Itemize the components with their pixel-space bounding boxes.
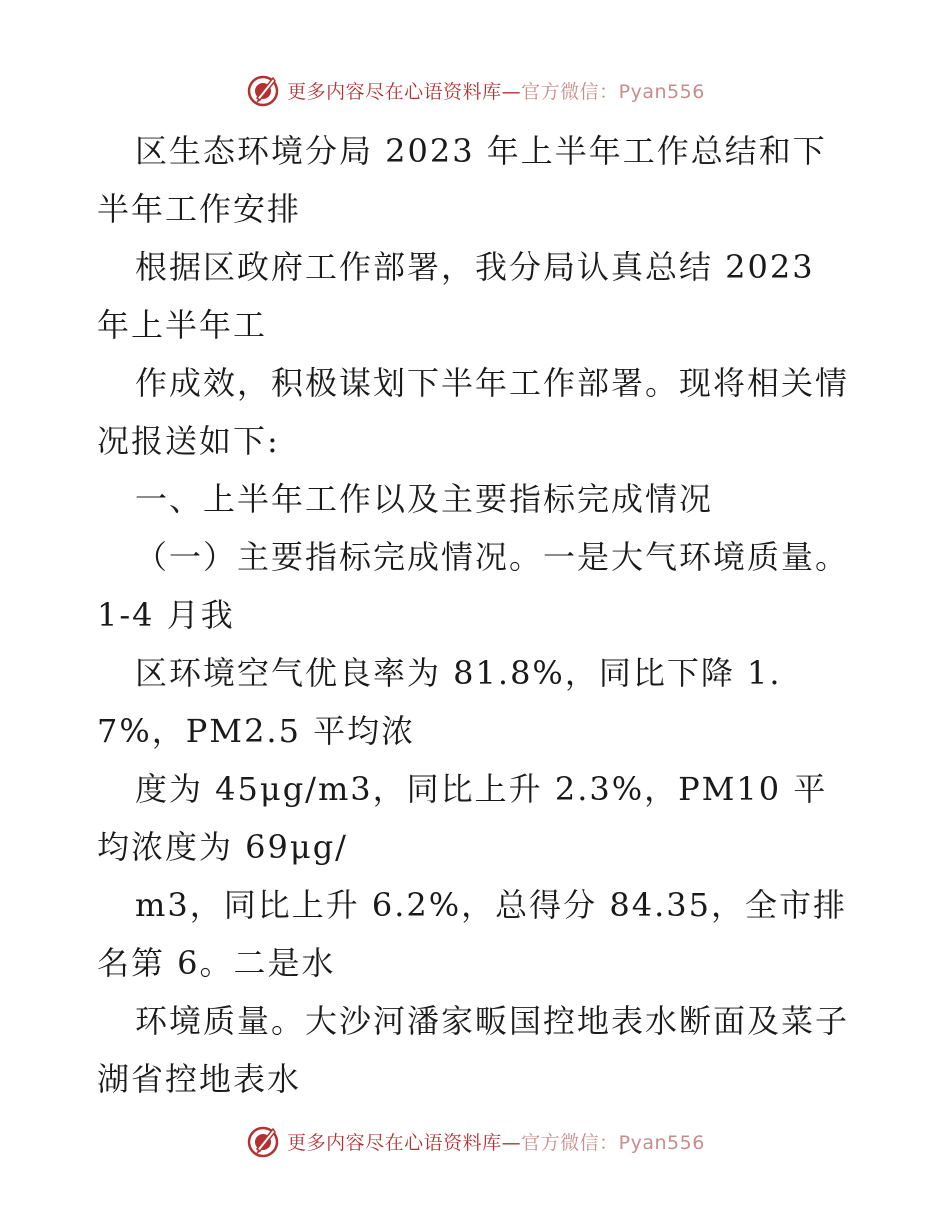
watermark-wechat-text: 官方微信：Pyan556 (521, 1131, 705, 1154)
document-body (97, 122, 857, 1108)
paragraph: 环境质量。大沙河潘家畈国控地表水断面及菜子湖省控地表水 (97, 1002, 850, 1098)
watermark-site-text: 更多内容尽在心语资料库— (287, 80, 522, 103)
paragraph: m3，同比上升 6.2%，总得分 84.35，全市排名第 6。二是水 (97, 886, 847, 982)
paragraph: （一）主要指标完成情况。一是大气环境质量。1-4 月我 (97, 538, 850, 634)
paragraph: 区环境空气优良率为 81.8%，同比下降 1.7%，PM2.5 平均浓 (97, 654, 782, 750)
watermark-text (287, 1128, 705, 1155)
section-heading: 一、上半年工作以及主要指标完成情况 (135, 480, 714, 518)
watermark-site-text: 更多内容尽在心语资料库— (287, 1131, 522, 1154)
paragraph: 度为 45μg/m3，同比上升 2.3%，PM10 平均浓度为 69μg/ (97, 770, 828, 866)
watermark-wechat-text: 官方微信：Pyan556 (521, 80, 705, 103)
footer-watermark (0, 1121, 950, 1161)
paragraph: 根据区政府工作部署，我分局认真总结 2023 年上半年工 (97, 248, 815, 344)
quill-logo-icon (245, 1123, 281, 1159)
document-title: 区生态环境分局 2023 年上半年工作总结和下半年工作安排 (97, 132, 827, 228)
paragraph: 作成效，积极谋划下半年工作部署。现将相关情况报送如下: (97, 364, 850, 460)
watermark-text (287, 77, 705, 104)
quill-logo-icon (245, 72, 281, 108)
header-watermark (0, 70, 950, 110)
